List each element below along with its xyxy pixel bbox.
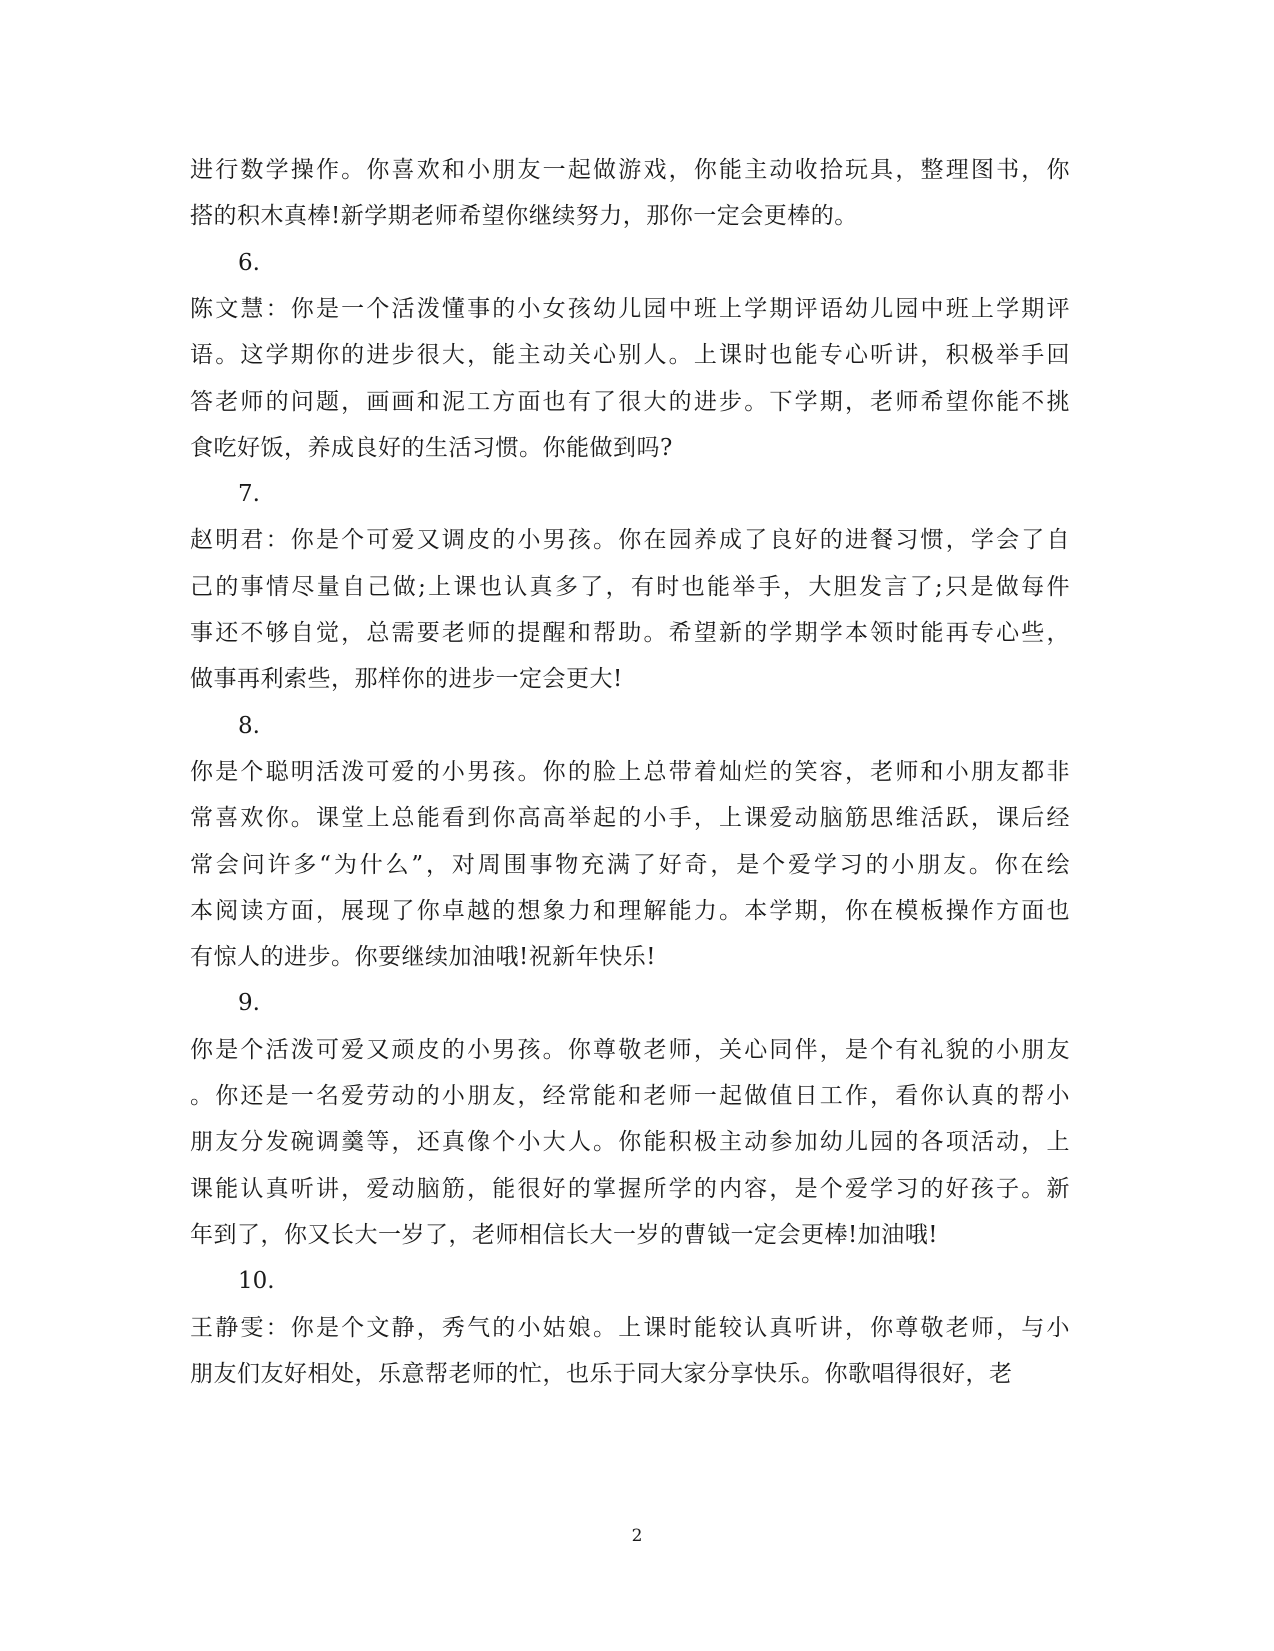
paragraph-line: 王静雯：你是个文静，秀气的小姑娘。上课时能较认真听讲，你尊敬老师，与小 (190, 1314, 1070, 1341)
paragraph-line: 己的事情尽量自己做;上课也认真多了，有时也能举手，大胆发言了;只是做每件 (190, 573, 1070, 600)
paragraph-line: 本阅读方面，展现了你卓越的想象力和理解能力。本学期，你在模板操作方面也 (190, 897, 1070, 924)
paragraph-line: 赵明君：你是个可爱又调皮的小男孩。你在园养成了良好的进餐习惯，学会了自 (190, 527, 1070, 554)
paragraph-line: 搭的积木真棒!新学期老师希望你继续努力，那你一定会更棒的。 (190, 203, 858, 230)
item-number: 8. (238, 712, 260, 739)
paragraph-line: 朋友分发碗调羹等，还真像个小大人。你能积极主动参加幼儿园的各项活动，上 (190, 1129, 1070, 1156)
paragraph-line: 课能认真听讲，爱动脑筋，能很好的掌握所学的内容，是个爱学习的好孩子。新 (190, 1175, 1070, 1202)
paragraph-line: 你是个活泼可爱又顽皮的小男孩。你尊敬老师，关心同伴，是个有礼貌的小朋友 (190, 1036, 1070, 1063)
item-number: 7. (238, 481, 260, 508)
paragraph-line: 做事再利索些，那样你的进步一定会更大! (190, 666, 623, 693)
item-number: 6. (238, 249, 260, 276)
paragraph-line: 年到了，你又长大一岁了，老师相信长大一岁的曹钺一定会更棒!加油哦! (190, 1221, 938, 1248)
item-number: 9. (238, 990, 260, 1017)
paragraph-line: 有惊人的进步。你要继续加油哦!祝新年快乐! (190, 944, 656, 971)
paragraph-line: 语。这学期你的进步很大，能主动关心别人。上课时也能专心听讲，积极举手回 (190, 342, 1070, 369)
paragraph-line: 。你还是一名爱劳动的小朋友，经常能和老师一起做值日工作，看你认真的帮小 (190, 1083, 1070, 1109)
paragraph-line: 常会问许多“为什么”，对周围事物充满了好奇，是个爱学习的小朋友。你在绘 (190, 851, 1070, 878)
paragraph-line: 陈文慧：你是一个活泼懂事的小女孩幼儿园中班上学期评语幼儿园中班上学期评 (190, 295, 1070, 322)
paragraph-line: 你是个聪明活泼可爱的小男孩。你的脸上总带着灿烂的笑容，老师和小朋友都非 (190, 758, 1070, 785)
item-number: 10. (238, 1268, 275, 1295)
paragraph-line: 进行数学操作。你喜欢和小朋友一起做游戏，你能主动收拾玩具，整理图书，你 (190, 157, 1070, 183)
paragraph-line: 答老师的问题，画画和泥工方面也有了很大的进步。下学期，老师希望你能不挑 (190, 388, 1070, 415)
paragraph-line: 朋友们友好相处，乐意帮老师的忙，也乐于同大家分享快乐。你歌唱得很好，老 (190, 1360, 1013, 1387)
paragraph-line: 食吃好饭，养成良好的生活习惯。你能做到吗? (190, 434, 673, 461)
paragraph-line: 事还不够自觉，总需要老师的提醒和帮助。希望新的学期学本领时能再专心些， (190, 620, 1070, 646)
page-number: 2 (631, 1526, 643, 1546)
paragraph-line: 常喜欢你。课堂上总能看到你高高举起的小手，上课爱动脑筋思维活跃，课后经 (190, 805, 1070, 832)
